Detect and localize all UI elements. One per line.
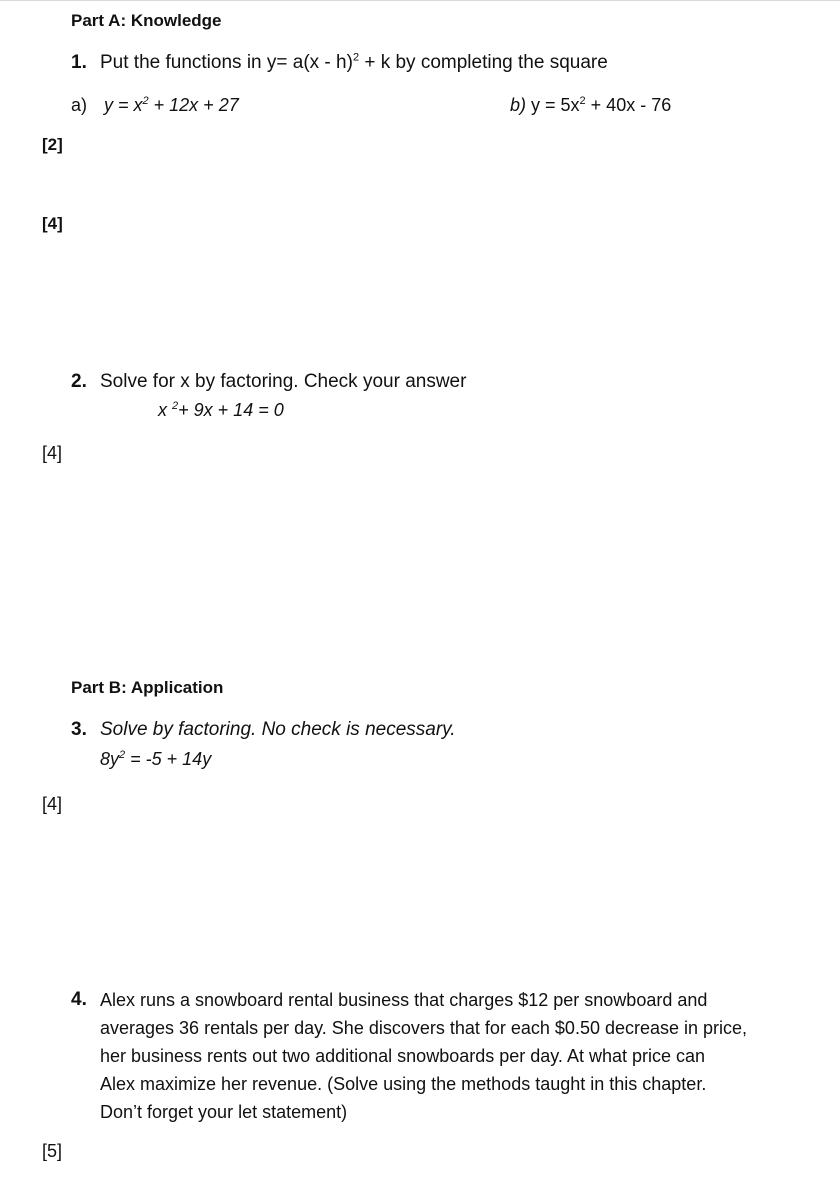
part-a-heading: Part A: Knowledge	[71, 11, 222, 30]
question-1a-label: a)	[71, 95, 88, 115]
question-4-line: averages 36 rentals per day. She discovers that for each $0.50 decrease in price,	[100, 1018, 748, 1038]
question-4-prompt	[100, 986, 820, 1126]
question-1a-equation: $y = x^2 + 12x + 27$	[104, 95, 239, 115]
question-4-line: Alex runs a snowboard rental business that charges $12 per snowboard and	[100, 990, 708, 1010]
question-4-line: her business rents out two additional snowboards per day. At what price can	[100, 1046, 706, 1066]
question-2-number: 2.	[71, 371, 87, 392]
mark-1a: [2]	[42, 135, 63, 154]
page-top-border	[0, 0, 840, 1]
mark-4: [5]	[42, 1141, 63, 1161]
question-3-prompt: Solve by factoring. No check is necessary.	[100, 719, 456, 740]
question-4-line: Don’t forget your let statement)	[100, 1102, 348, 1122]
question-1b-equation: b) $y = 5x^2 + 40x - 76$	[510, 95, 672, 115]
question-1-number: 1.	[71, 52, 87, 73]
part-b-heading: Part B: Application	[71, 678, 224, 697]
mark-3: [4]	[42, 794, 63, 814]
question-2-prompt: Solve for x by factoring. Check your answer	[100, 371, 467, 392]
question-2-equation: x $^2$+ 9x + 14 = 0	[158, 400, 284, 420]
question-4-line: Alex maximize her revenue. (Solve using the methods taught in this chapter.	[100, 1074, 707, 1094]
question-4-number: 4.	[71, 989, 87, 1010]
question-3-equation: $8y^2 = -5 + 14y$	[100, 749, 212, 769]
mark-1b: [4]	[42, 214, 63, 233]
question-3-number: 3.	[71, 719, 87, 740]
mark-2: [4]	[42, 443, 63, 463]
question-1-prompt: Put the functions in y= a(x - h)$^2$ + k by completing the square	[100, 51, 608, 73]
